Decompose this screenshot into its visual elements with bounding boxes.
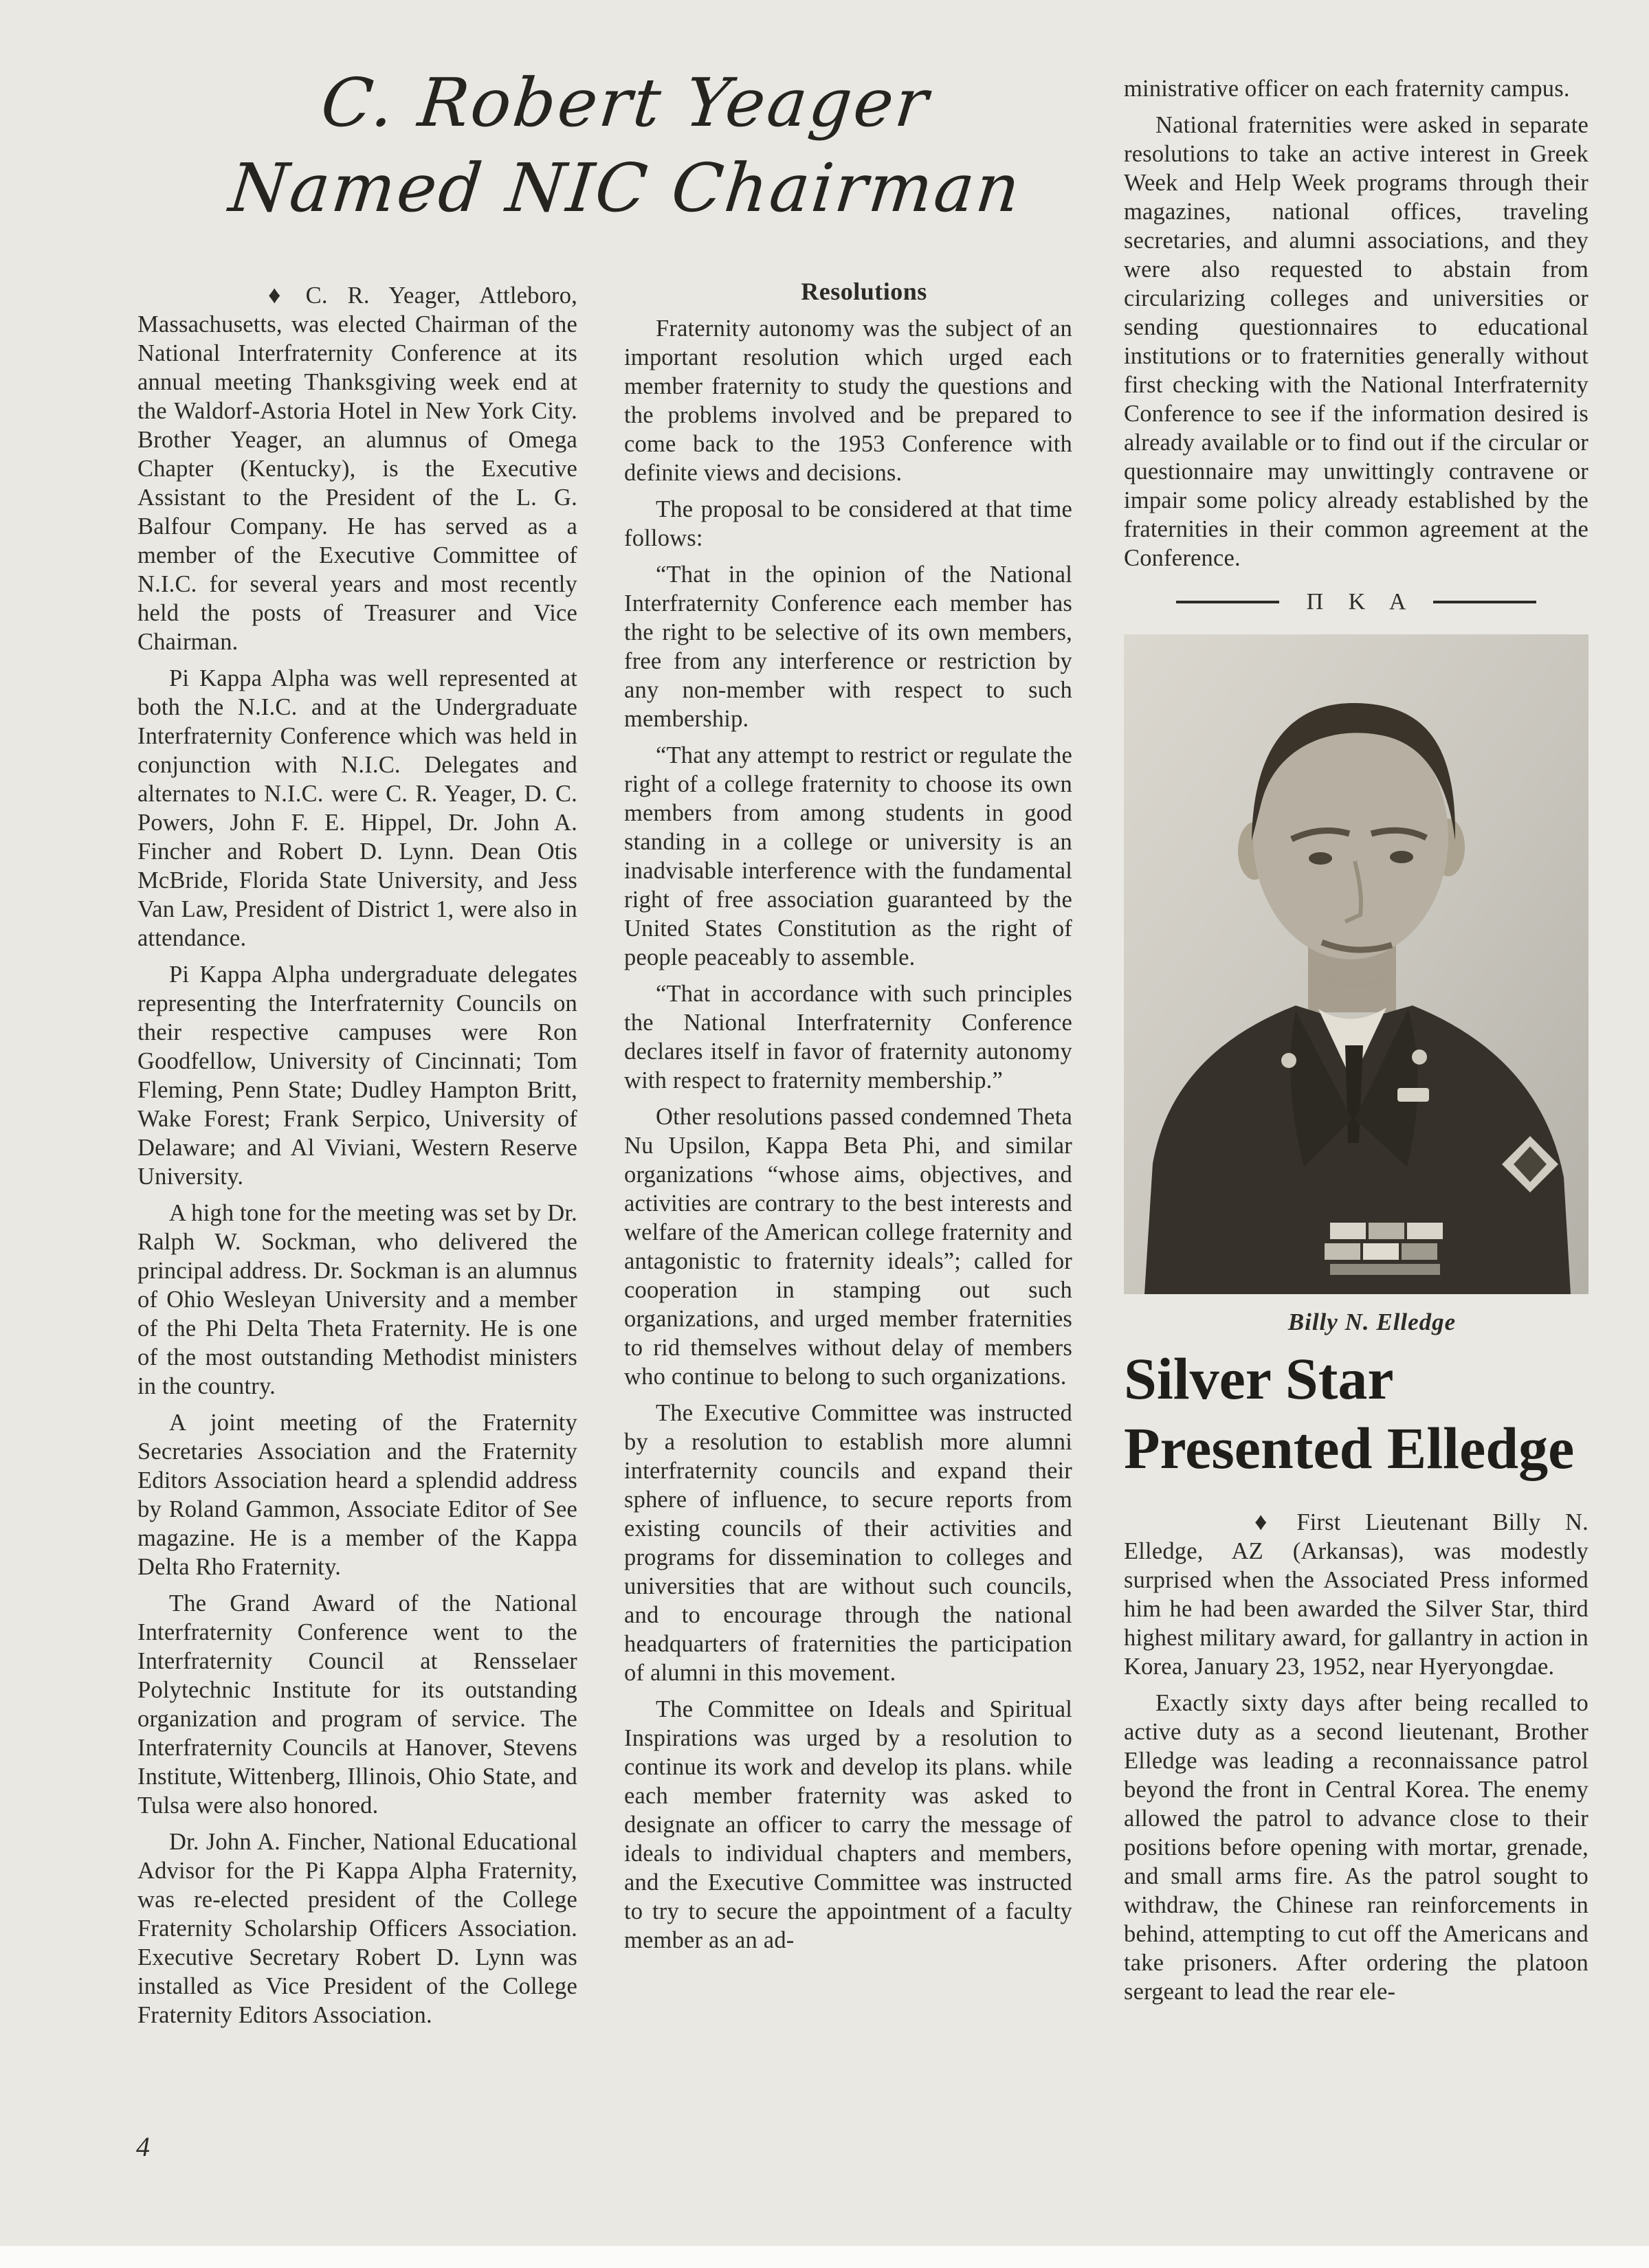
body-paragraph: Fraternity autonomy was the subject of an important resolution which urged each member fraternity to study the questions and the problems involved and be prepared to come back to the 1953 Conference with definite views and decisions. xyxy=(624,315,1072,486)
photo-caption: Billy N. Elledge xyxy=(1287,1309,1457,1335)
silver-star-headline xyxy=(1124,1344,1589,1484)
divider-line xyxy=(1433,601,1536,603)
body-paragraph: A joint meeting of the Fraternity Secretaries Association and the Fraternity Editors Association heard a splendid address by Roland Gammon, Associate Editor of See magazine. He is a member of the Kappa Delta Rho Fraternity. xyxy=(137,1410,577,1580)
diamond-bullet-icon: ♦ xyxy=(1254,1507,1286,1535)
body-paragraph: A high tone for the meeting was set by Dr. Ralph W. Sockman, who delivered the principal address. Dr. Sockman is an alumnus of Ohio Wesleyan University and a member of the Phi Delta Theta Fraternity. He is one of the most outstanding Methodist ministers in the country. xyxy=(137,1200,577,1399)
body-paragraph: Other resolutions passed condemned Theta Nu Upsilon, Kappa Beta Phi, and similar organizations “whose aims, objectives, and activities are contrary to the best interests and welfare of the American college fraternity and antagonistic to fraternity ideals”; called for cooperation in stamping out such organizations, and urged member fraternities to rid themselves without delay of members who continue to belong to such organizations. xyxy=(624,1104,1072,1390)
body-paragraph: “That any attempt to restrict or regulate the right of a college fraternity to choose its own members from among students in good standing in a college or university is an inadvisable interference with the fundamental right of free association guaranteed by the United States Constitution as the right of people peaceably to assemble. xyxy=(624,742,1072,970)
paragraph-text: First Lieutenant Billy N. Elledge, AZ (Arkansas), was modestly surprised when the Associated Press informed him he had been awarded the Silver Star, third highest military award, for gallantry in action in Korea, January 23, 1952, near Hyeryongdae. xyxy=(1124,1509,1589,1680)
body-paragraph: Pi Kappa Alpha was well represented at both the N.I.C. and at the Undergraduate Interfraternity Conference which was held in conjunction with N.I.C. Delegates and alternates to N.I.C. were C. R. Yeager, D. C. Powers, John F. E. Hippel, Dr. John A. Fincher and Robert D. Lynn. Dean Otis McBride, Florida State University, and Jess Van Law, President of District 1, were also in attendance. xyxy=(137,665,577,951)
diamond-bullet-icon: ♦ xyxy=(268,281,295,309)
pka-divider-text: Π Κ Α xyxy=(1306,589,1416,614)
body-paragraph: Pi Kappa Alpha undergraduate delegates representing the Interfraternity Councils on their respective campuses were Ron Goodfellow, University of Cincinnati; Tom Fleming, Penn State; Dudley Hampton Britt, Wake Forest; Frank Serpico, University of Delaware; and Al Viviani, Western Reserve University. xyxy=(137,961,577,1190)
page-bottom-edge xyxy=(0,2246,1649,2268)
article-title-line2: Named NIC Chairman xyxy=(225,149,1026,227)
body-paragraph: The Grand Award of the National Interfraternity Conference went to the Interfraternity Council at Rensselaer Polytechnic Institute for its outstanding organization and program of service. The Interfraternity Councils at Hanover, Stevens Institute, Wittenberg, Illinois, Ohio State, and Tulsa were also honored. xyxy=(137,1590,577,1819)
resolutions-heading: Resolutions xyxy=(801,278,927,305)
body-paragraph: ministrative officer on each fraternity campus. xyxy=(1124,76,1570,102)
portrait-photo xyxy=(1124,634,1589,1294)
body-paragraph xyxy=(137,280,577,656)
column-2 xyxy=(624,276,1072,1962)
article-title xyxy=(158,60,1093,231)
page-number: 4 xyxy=(136,2131,150,2162)
body-paragraph: “That in the opinion of the National Interfraternity Conference each member has the right to be selective of its own members, free from any interference or restriction by any non-member with respect to such membership. xyxy=(624,562,1072,732)
body-paragraph: Dr. John A. Fincher, National Educational Advisor for the Pi Kappa Alpha Fraternity, was re-elected president of the College Fraternity Scholarship Officers Association. Executive Secretary Robert D. Lynn was installed as Vice President of the College Fraternity Editors Association. xyxy=(137,1829,577,2028)
body-paragraph xyxy=(1124,1507,1589,1681)
body-paragraph: The proposal to be considered at that time follows: xyxy=(624,496,1072,551)
headline-line1: Silver Star xyxy=(1124,1346,1394,1412)
body-paragraph: National fraternities were asked in separate resolutions to take an active interest in Greek Week and Help Week programs through their magazines, national offices, traveling secretaries, and alumni associations, and they were also requested to abstain from circularizing colleges and universities or sending questionnaires to educational institutions or to fraternities generally without first checking with the National Interfraternity Conference to see if the information desired is already available or to find out if the circular or questionnaire may unwittingly contravene or impair some policy already established by the fraternities in their common agreement at the Conference. xyxy=(1124,112,1589,571)
headline-line2: Presented Elledge xyxy=(1124,1415,1575,1482)
body-paragraph: The Executive Committee was instructed by a resolution to establish more alumni interfraternity councils and expand their sphere of influence, to secure reports from existing councils of their activities and programs for dissemination to colleges and universities that are without such councils, and to encourage through the national headquarters of fraternities the participation of alumni in this movement. xyxy=(624,1400,1072,1686)
article-title-line1: C. Robert Yeager xyxy=(317,64,934,142)
body-paragraph: “That in accordance with such principles the National Interfraternity Conference declares itself in favor of fraternity autonomy with respect to fraternity membership.” xyxy=(624,981,1072,1093)
divider-line xyxy=(1176,601,1279,603)
paragraph-text: C. R. Yeager, Attleboro, Massachusetts, was elected Chairman of the National Interfraternity Conference at its annual meeting Thanksgiving week end at the Waldorf-Astoria Hotel in New York City. Brother Yeager, an alumnus of Omega Chapter (Kentucky), is the Executive Assistant to the President of the L. G. Balfour Company. He has served as a member of the Executive Committee of N.I.C. for several years and most recently held the posts of Treasurer and Vice Chairman. xyxy=(137,282,578,655)
body-paragraph: Exactly sixty days after being recalled to active duty as a second lieutenant, Brother Elledge was leading a reconnaissance patrol beyond the front in Central Korea. The enemy allowed the patrol to advance close to their positions before opening with mortar, grenade, and small arms fire. As the patrol sought to withdraw, the Chinese ran reinforcements in behind, attempting to cut off the Americans and take prisoners. After ordering the platoon sergeant to lead the rear ele- xyxy=(1124,1689,1589,2005)
column-1 xyxy=(137,280,577,2037)
pka-divider xyxy=(1124,588,1589,616)
body-paragraph: The Committee on Ideals and Spiritual Inspirations was urged by a resolution to continue its work and develop its plans. while each member fraternity was asked to designate an officer to carry the message of ideals to individual chapters and members, and the Executive Committee was instructed to try to secure the appointment of a faculty member as an ad- xyxy=(624,1696,1072,1953)
column-3 xyxy=(1124,74,1589,2014)
portrait-photo-image xyxy=(1124,634,1589,1294)
